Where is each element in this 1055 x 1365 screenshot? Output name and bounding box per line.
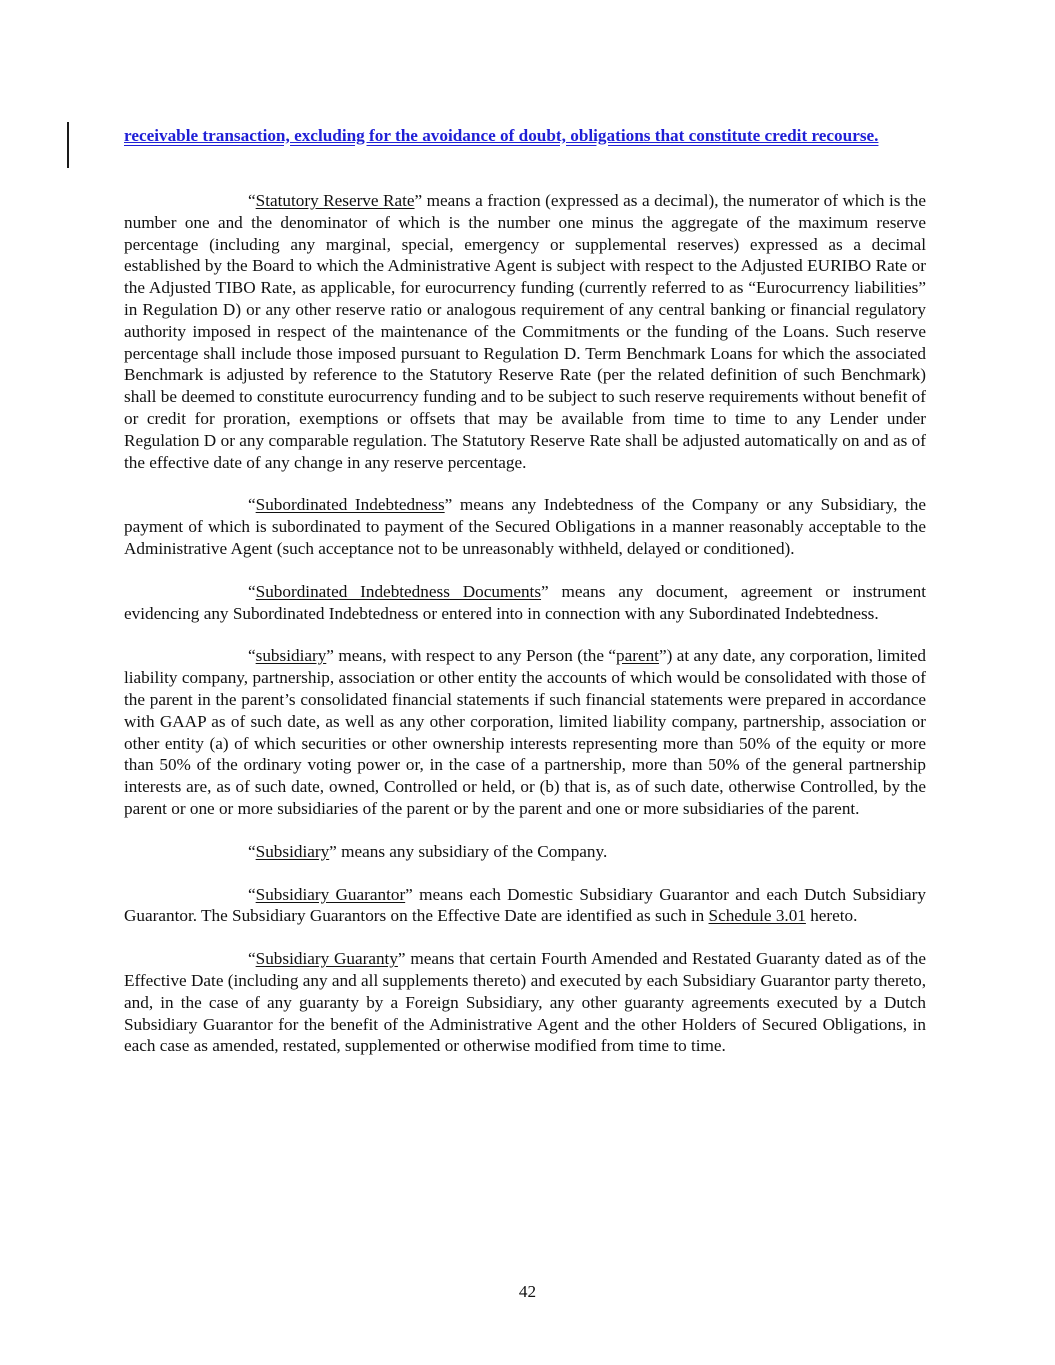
definition-subsidiary-lowercase: “subsidiary” means, with respect to any Person (the “parent”) at any date, any corporation, limited liability company, partnership, association or other entity the accounts of which would be consolidated with those of the parent in the parent’s consolidated financial statements if such financial statements were prepared in accordance with GAAP as of such date, as well as any other corporation, limited liability company, partnership, association or other entity (a) of which securities or other ownership interests representing more than 50% of the equity or more than 50% of the ordinary voting power or, in the case of a partnership, more than 50% of the general partnership interests are, as of such date, owned, Controlled or held, or (b) that is, as of such date, otherwise Controlled, by the parent or one or more subsidiaries of the parent or by the parent and one or more subsidiaries of the parent.	[124, 646, 926, 818]
definition-subordinated-indebtedness-documents: “Subordinated Indebtedness Documents” means any document, agreement or instrument evidencing any Subordinated Indebtedness or entered into in connection with any Subordinated Indebtedness.	[124, 581, 926, 623]
definitions-section	[124, 190, 926, 1078]
defined-term: subsidiary	[255, 646, 327, 666]
schedule-reference: Schedule 3.01	[708, 906, 806, 926]
defined-term: Subsidiary	[255, 841, 330, 861]
defined-term-parent: parent	[616, 646, 659, 666]
definition-subsidiary-guarantor: “Subsidiary Guarantor” means each Domestic Subsidiary Guarantor and each Dutch Subsidiary Guarantor. The Subsidiary Guarantors on the Effective Date are identified as such in Schedule 3.01 hereto.	[124, 884, 926, 926]
revision-change-bar	[67, 122, 69, 168]
defined-term: Subordinated Indebtedness	[255, 495, 445, 515]
defined-term: Subsidiary Guarantor	[255, 884, 406, 904]
defined-term: Statutory Reserve Rate	[255, 191, 415, 210]
defined-term: Subordinated Indebtedness Documents	[255, 581, 542, 601]
definition-subsidiary-guaranty: “Subsidiary Guaranty” means that certain Fourth Amended and Restated Guaranty dated as of the Effective Date (including any and all supplements thereto) and executed by each Subsidiary Guarantor party thereto, and, in the case of any guaranty by a Foreign Subsidiary, any other guaranty agreements executed by a Dutch Subsidiary Guarantor for the benefit of the Administrative Agent and the other Holders of Secured Obligations, in each case as amended, restated, supplemented or otherwise modified from time to time.	[124, 949, 927, 1056]
definition-statutory-reserve-rate: “Statutory Reserve Rate” means a fraction (expressed as a decimal), the numerator of which is the number one and the denominator of which is the number one minus the aggregate of the maximum reserve percentage (including any marginal, special, emergency or supplemental reserves) expressed as a decimal established by the Board to which the Administrative Agent is subject with respect to the Adjusted EURIBO Rate or the Adjusted TIBO Rate, as applicable, for eurocurrency funding (currently referred to as “Eurocurrency liabilities” in Regulation D) or any other reserve ratio or analogous requirement of any central banking or financial regulatory authority imposed in respect of the maintenance of the Commitments or the funding of the Loans. Such reserve percentage shall include those imposed pursuant to Regulation D. Term Benchmark Loans for which the associated Benchmark is adjusted by reference to the Statutory Reserve Rate (per the related definition of such Benchmark) shall be deemed to constitute eurocurrency funding and to be subject to such reserve requirements without benefit of or credit for proration, exemptions or offsets that may be available from time to time to any Lender under Regulation D or any comparable regulation. The Statutory Reserve Rate shall be adjusted automatically on and as of the effective date of any change in any reserve percentage.	[124, 191, 926, 472]
page-number: 42	[518, 1282, 537, 1301]
defined-term: Subsidiary Guaranty	[255, 949, 398, 969]
definition-subordinated-indebtedness: “Subordinated Indebtedness” means any Indebtedness of the Company or any Subsidiary, the payment of which is subordinated to payment of the Secured Obligations in a manner reasonably acceptable to the Administrative Agent (such acceptance not to be unreasonably withheld, delayed or conditioned).	[124, 495, 926, 558]
definition-subsidiary: “Subsidiary” means any subsidiary of the Company.	[248, 841, 608, 861]
inserted-revision-text: receivable transaction, excluding for the avoidance of doubt, obligations that constitute credit recourse.	[124, 126, 879, 145]
